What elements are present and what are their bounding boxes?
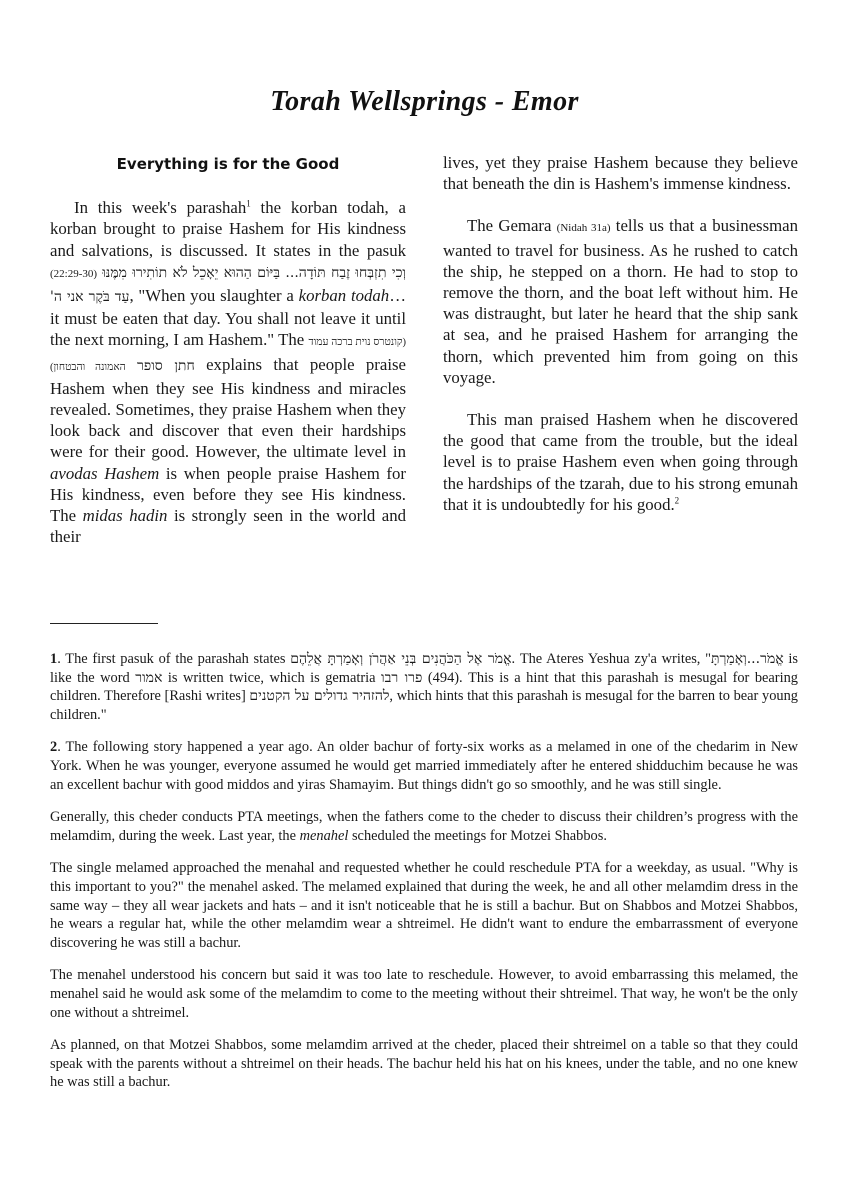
section-heading: Everything is for the Good xyxy=(116,155,340,173)
gemara-citation: (Nidah 31a) xyxy=(556,222,611,235)
page-title: Torah Wellsprings - Emor xyxy=(270,86,579,117)
footnotes-section xyxy=(50,650,798,1106)
hebrew-source-citation: (קונטרס נוית ברכה עמוד האמונה והבטחון) xyxy=(50,337,407,373)
body-paragraph: In this week's parashah$^1$ the korban todah, a korban brought to praise Hashem for His kindness and salvations, is discussed. It states in the pasuk (22:29-30) וְכִי תִזְבְּחוּ זֶבַח תּוֹדָה... בַּיּוֹם הַהוּא יֵאָכֵל לֹא תוֹתִירוּ מִמֶּנּוּ עַד בֹּקֶר אני ה', "When you slaughter a korban todah… it must be eaten that day. You shall not leave it until the next morning, I am Hashem." The (קונטרס נוית ברכה עמוד האמונה והבטחון) חתן סופר explains that people praise Hashem when they see His kindness and miracles revealed. Sometimes, they praise Hashem when they look back and discover that even their hardships were for their good. However, the ultimate level in avodas Hashem is when people praise Hashem for His kindness, even before they see His kindness. The midas hadin is strongly seen in the world and their xyxy=(50,198,407,547)
footnote-paragraph: As planned, on that Motzei Shabbos, some melamdim arrived at the cheder, placed their shtreimel on a table so that they could speak with the parents without a shtreimel on their heads. The bachur held his hat on his knees, under the table, and no one knew he was still a bachur. xyxy=(50,1037,798,1091)
footnote-paragraph: Generally, this cheder conducts PTA meetings, when the fathers come to the cheder to discuss their children’s progress with the melamdim, during the week. Last year, the menahel scheduled the meetings for Motzei Shabbos. xyxy=(50,809,798,844)
footnote-ref[interactable]: 2 xyxy=(674,495,680,506)
footnote-paragraph: The menahel understood his concern but said it was too late to reschedule. However, to avoid embarrassing this melamed, the menahel said he would ask some of the melamdim to come to the meeting without their shtreimel. That way, he won't be the only one without a shtreimel. xyxy=(50,967,798,1021)
footnote-divider xyxy=(50,623,158,624)
body-paragraph: This man praised Hashem when he discovered the good that came from the trouble, but the ideal level is to praise Hashem even when going through the hardships of the tzarah, due to his strong emunah that it is undoubtedly for his good.$^2$ xyxy=(443,410,798,514)
left-column xyxy=(50,152,406,568)
footnote-paragraph: The single melamed approached the menahal and requested whether he could reschedule PTA for a weekday, as usual. "Why is this important to you?" the menahel asked. The melamed explained that during the week, he and all other melamdim dress in the same way – they all wear jackets and hats – and it isn't noticeable that he is still a bachur. But on Shabbos and Motzei Shabbos, he wears a regular hat, while the other melamdim wear a shtreimel. He didn't want to endure the embarrassment of everyone discovering he was still a bachur. xyxy=(50,860,798,951)
footnote-1: 1. The first pasuk of the parashah states אֱמֹר אֶל הַכֹּהֲנִים בְּנֵי אַהֲרֹן וְאָמַרְתָּ אֲלֵהֶם. The Ateres Yeshua zy'a writes, "אֱמֹר...וְאָמַרְתָּ is like the word אמור is written twice, which is gematria פרו רבו (494). This is a hint that this parashah is mesugal for bearing children. Therefore [Rashi writes] להזהיר גדולים על הקטנים, which hints that this parashah is mesugal for the barren to bear young children." xyxy=(50,651,798,723)
body-paragraph: lives, yet they praise Hashem because they believe that beneath the din is Hashem's immense kindness. xyxy=(443,153,798,194)
footnote-ref[interactable]: 1 xyxy=(246,198,251,209)
body-paragraph: The Gemara (Nidah 31a) tells us that a businessman wanted to travel for business. As he rushed to catch the ship, he stepped on a thorn. He had to stop to remove the thorn, and the boat left without him. He was distraught, but later he heard that the ship sank at sea, and he praised Hashem for arranging the thorn, which prevented him from going on this voyage. xyxy=(443,216,798,387)
footnote-2: 2. The following story happened a year ago. An older bachur of forty-six works as a melamed in one of the chedarim in New York. When he was younger, everyone assumed he would get married immediately after he entered shidduchim because he was an excellent bachur with good middos and yiras Shamayim. But things didn't go so smoothly, and he was still single. xyxy=(50,739,798,793)
right-column xyxy=(443,152,798,536)
hebrew-verse: וְכִי תִזְבְּחוּ זֶבַח תּוֹדָה... בַּיּוֹם הַהוּא יֵאָכֵל לֹא תוֹתִירוּ מִמֶּנּוּ עַד בֹּקֶר אני ה' xyxy=(50,264,406,306)
verse-citation: (22:29-30) xyxy=(50,267,98,280)
hebrew-author: חתן סופר xyxy=(137,357,195,374)
